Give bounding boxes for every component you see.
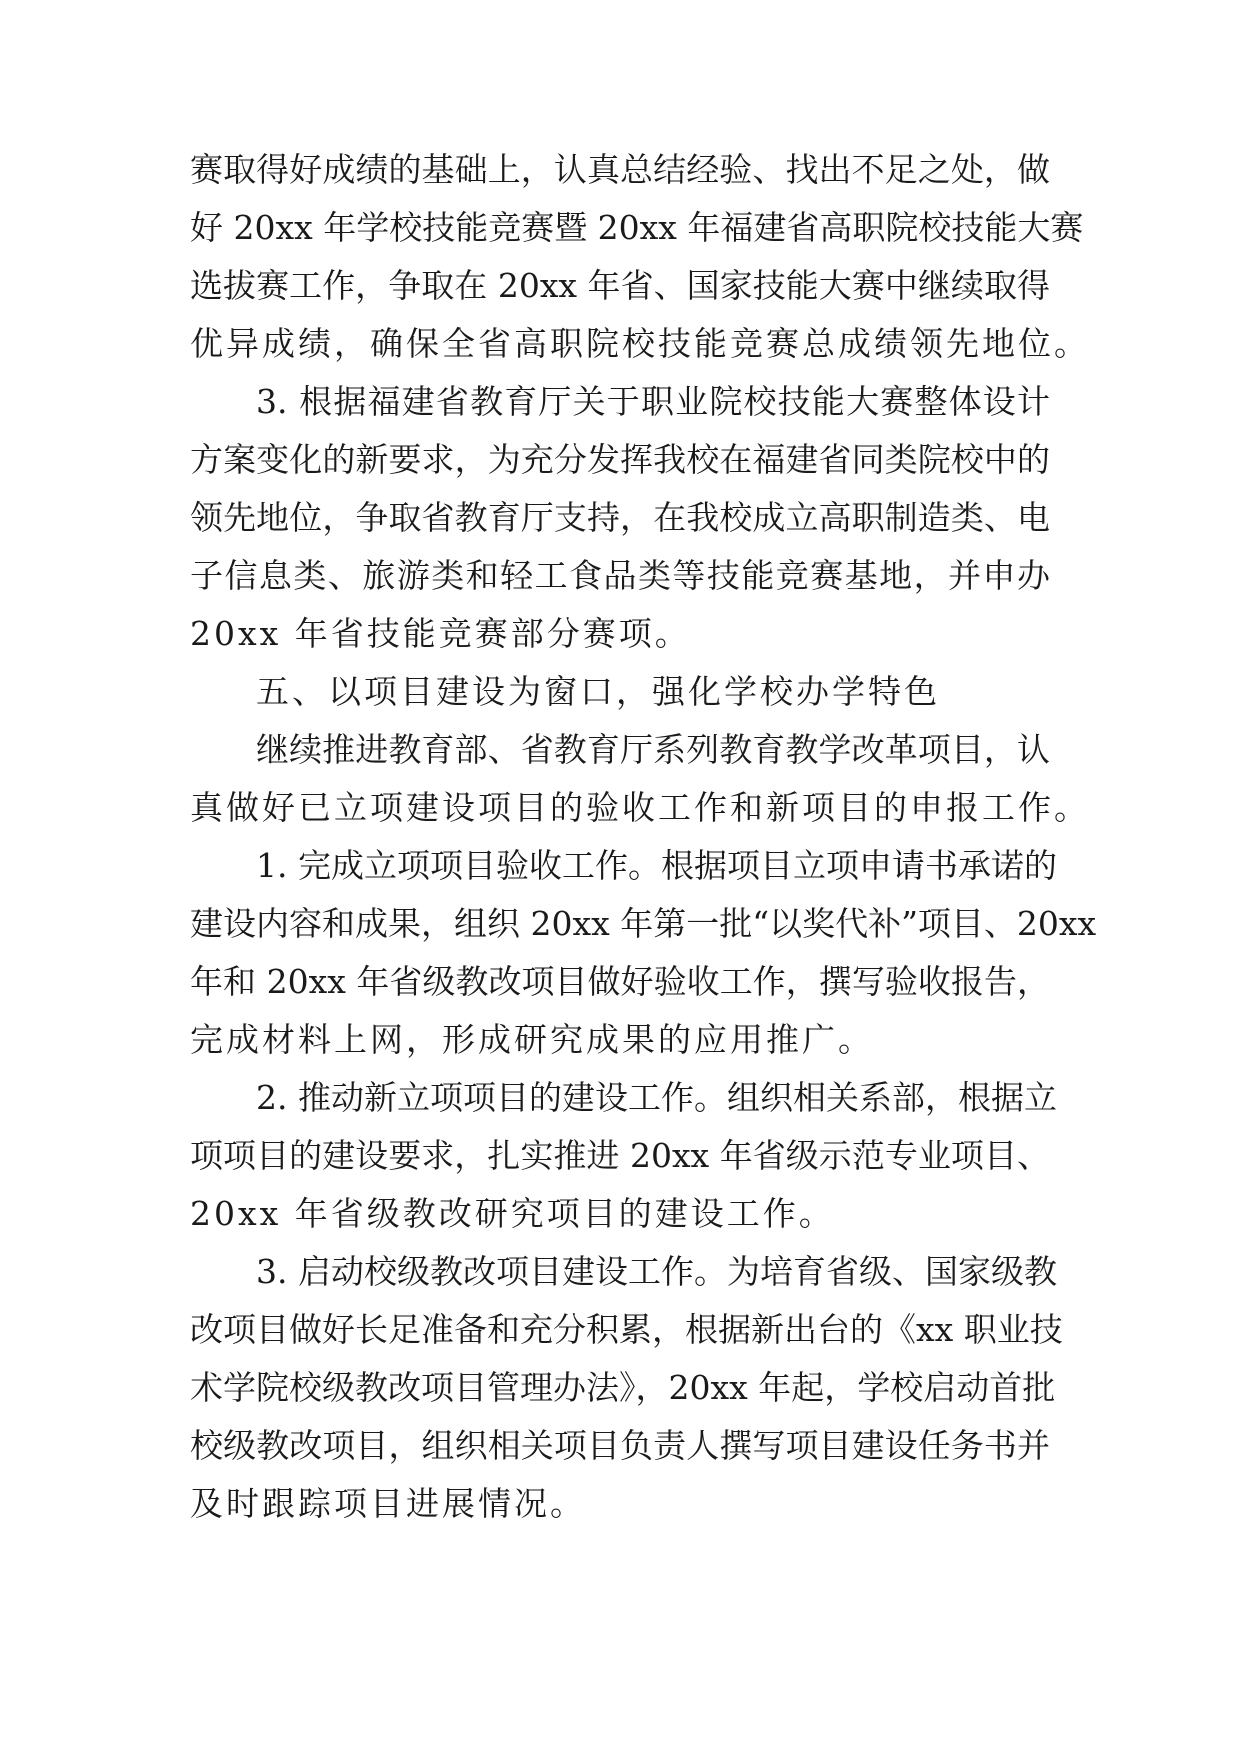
text-line: 方案变化的新要求，为充分发挥我校在福建省同类院校中的 <box>190 440 1050 479</box>
text-line: 及时跟踪项目进展情况。 <box>190 1484 586 1523</box>
text-line: 校级教改项目，组织相关项目负责人撰写项目建设任务书并 <box>190 1426 1050 1465</box>
text-line: 3. 根据福建省教育厅关于职业院校技能大赛整体设计 <box>256 382 1050 421</box>
section-heading: 五、以项目建设为窗口，强化学校办学特色 <box>256 672 940 711</box>
text-line: 1. 完成立项项目验收工作。根据项目立项申请书承诺的 <box>256 846 1057 885</box>
text-line: 好 20xx 年学校技能竞赛暨 20xx 年福建省高职院校技能大赛 <box>190 208 1084 247</box>
text-line: 术学院校级教改项目管理办法》，20xx 年起，学校启动首批 <box>190 1368 1056 1407</box>
text-line: 完成材料上网，形成研究成果的应用推广。 <box>190 1020 874 1059</box>
text-line: 优异成绩，确保全省高职院校技能竞赛总成绩领先地位。 <box>190 324 1090 363</box>
text-line: 20xx 年省技能竞赛部分赛项。 <box>190 614 691 653</box>
text-line: 2. 推动新立项项目的建设工作。组织相关系部，根据立 <box>256 1078 1057 1117</box>
text-line: 20xx 年省级教改研究项目的建设工作。 <box>190 1194 835 1233</box>
text-line: 赛取得好成绩的基础上，认真总结经验、找出不足之处，做 <box>190 150 1050 189</box>
text-line: 建设内容和成果，组织 20xx 年第一批“以奖代补”项目、20xx <box>190 904 1097 943</box>
text-line: 选拔赛工作，争取在 20xx 年省、国家技能大赛中继续取得 <box>190 266 1050 305</box>
text-line: 继续推进教育部、省教育厅系列教育教学改革项目，认 <box>256 730 1050 769</box>
text-line: 年和 20xx 年省级教改项目做好验收工作，撰写验收报告， <box>190 962 1050 1001</box>
text-line: 子信息类、旅游类和轻工食品类等技能竞赛基地，并申办 <box>190 556 1050 595</box>
text-line: 改项目做好长足准备和充分积累，根据新出台的《xx 职业技 <box>190 1310 1063 1349</box>
text-line: 领先地位，争取省教育厅支持，在我校成立高职制造类、电 <box>190 498 1050 537</box>
text-line: 3. 启动校级教改项目建设工作。为培育省级、国家级教 <box>256 1252 1057 1291</box>
text-line: 真做好已立项建设项目的验收工作和新项目的申报工作。 <box>190 788 1090 827</box>
text-line: 项项目的建设要求，扎实推进 20xx 年省级示范专业项目、 <box>190 1136 1050 1175</box>
